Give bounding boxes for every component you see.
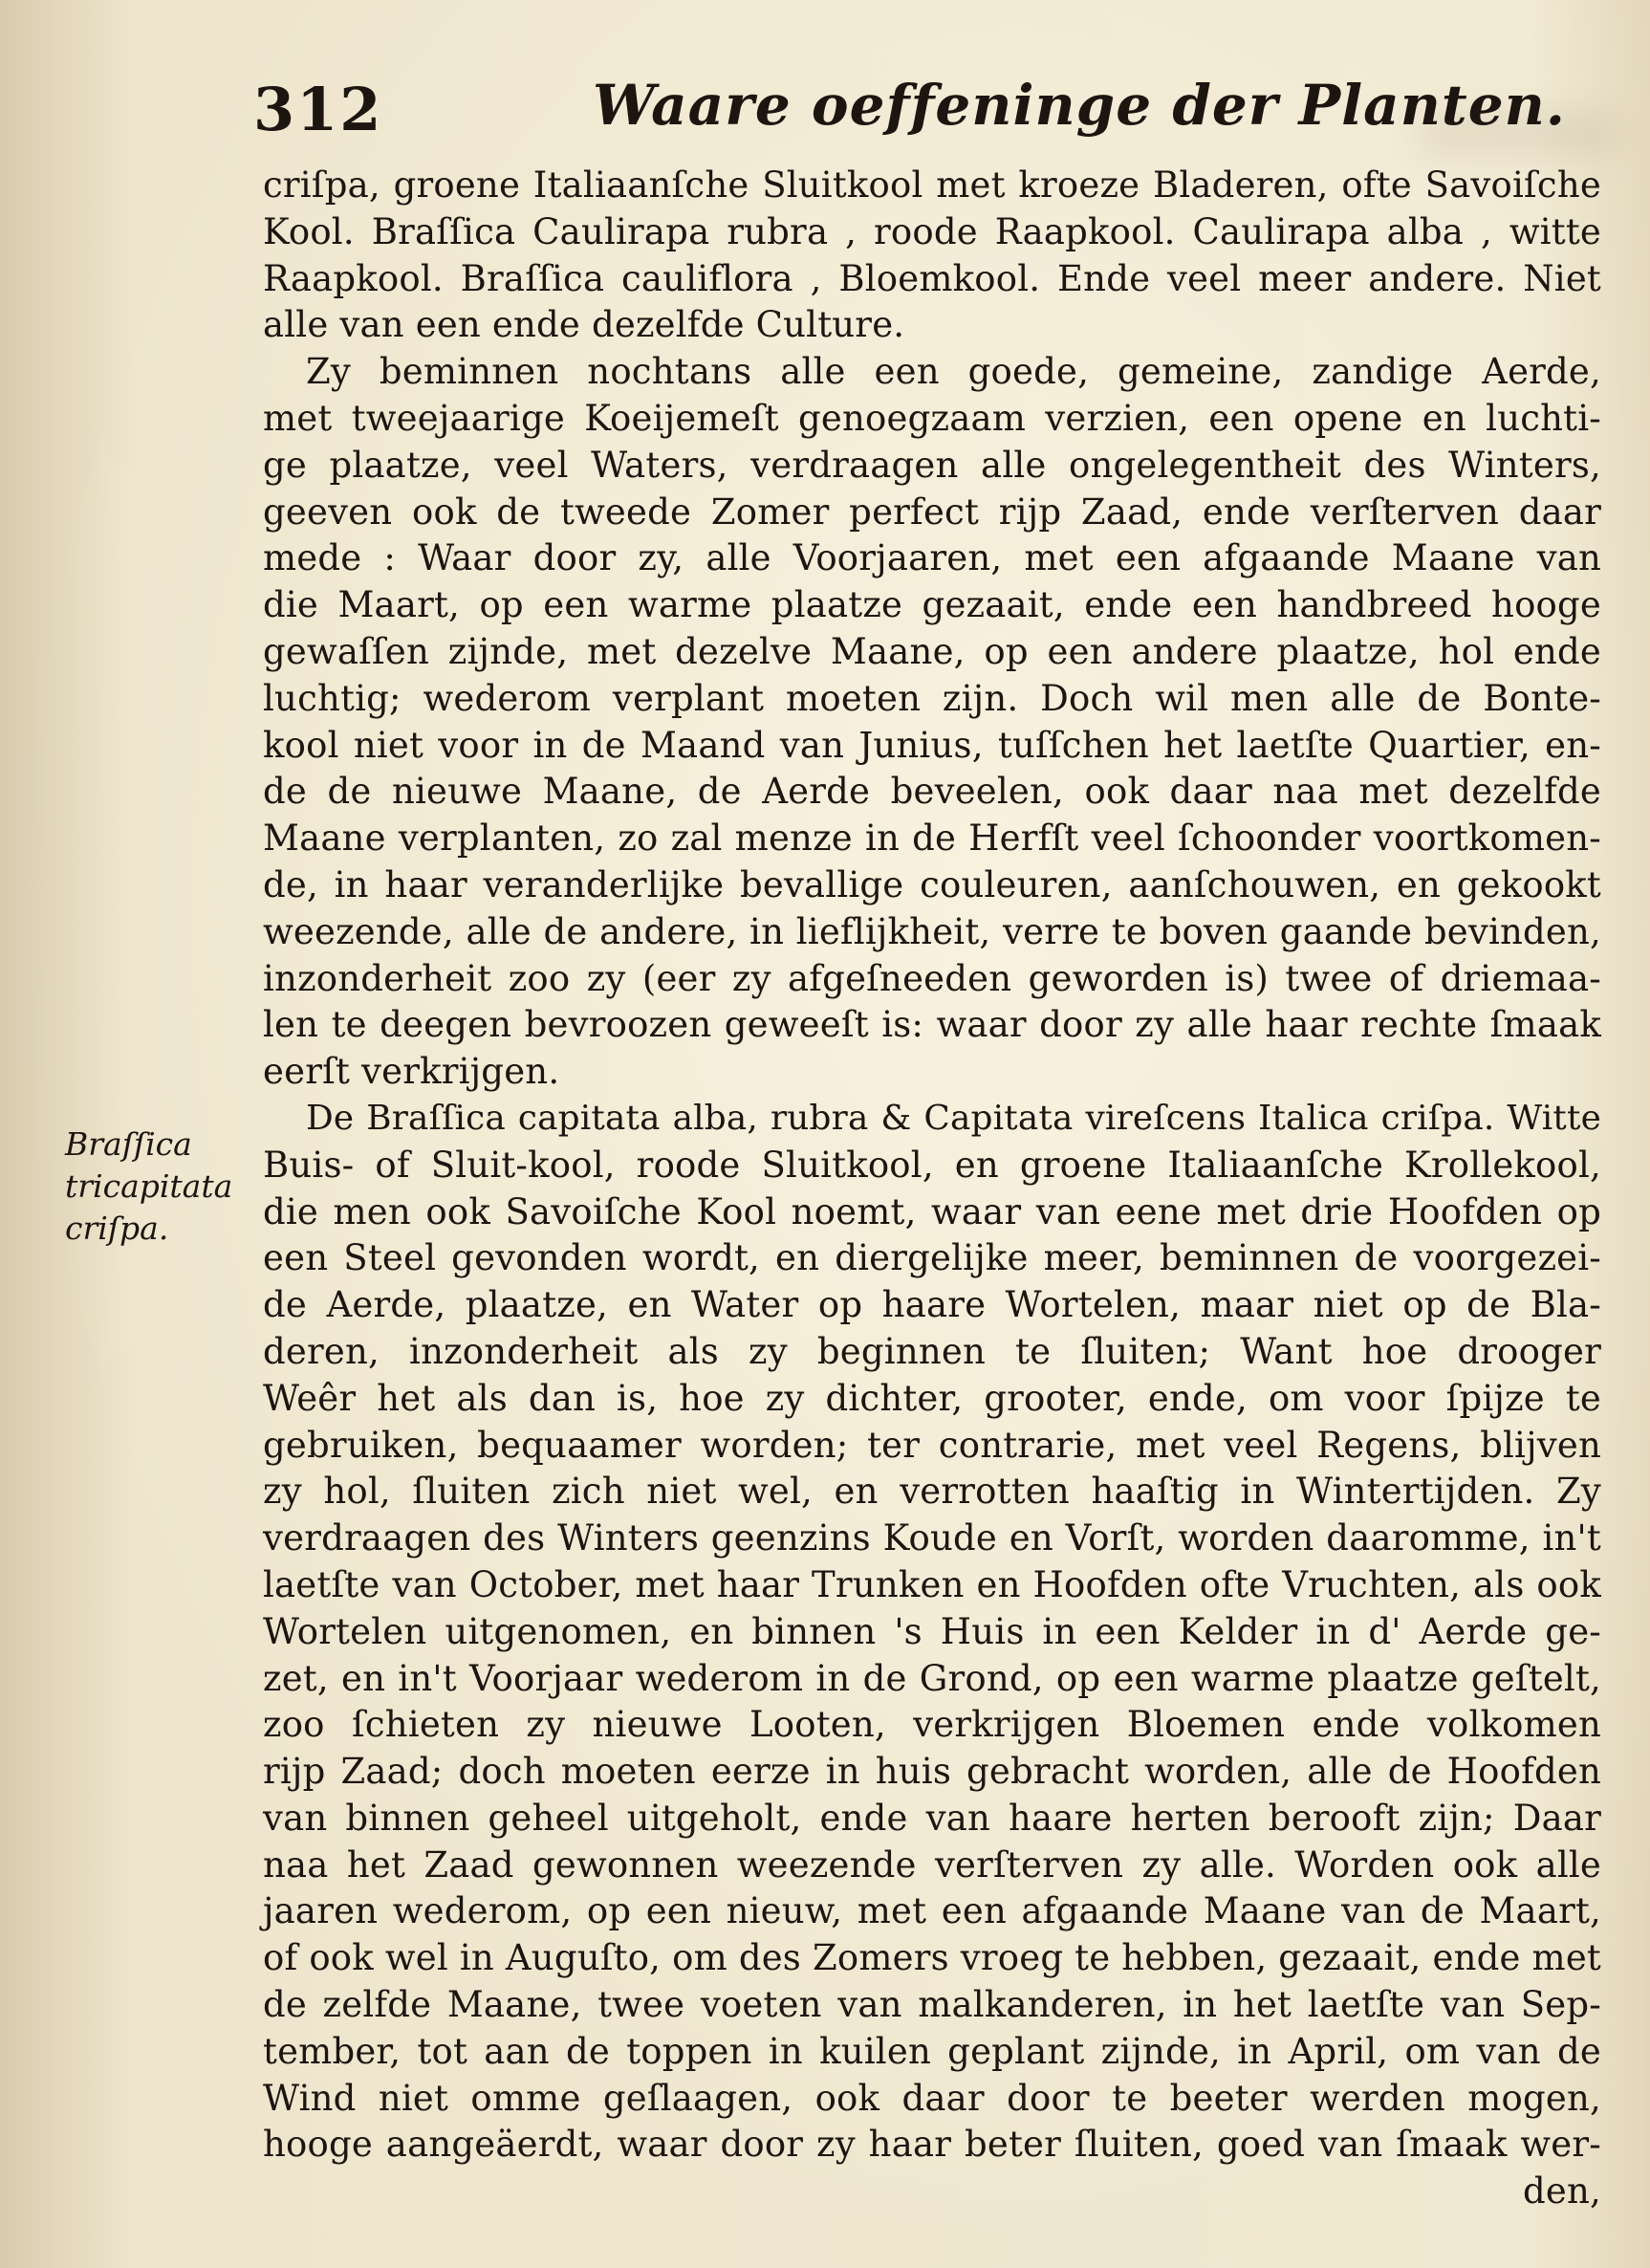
text-line: luchtig; wederom verplant moeten zijn. Doch wil men alle de Bonte- — [263, 677, 1601, 719]
paragraph-start: De Braſſica capitata alba, rubra & Capitata vireſcens Italica criſpa. Witte — [306, 1098, 1601, 1138]
text-line: tember, tot aan de toppen in kuilen geplant zijnde, in April, om van de — [263, 2030, 1601, 2072]
text-line: de de nieuwe Maane, de Aerde beveelen, ook daar naa met dezelfde — [263, 771, 1601, 813]
text-line: weezende, alle de andere, in lieflijkheit, verre te boven gaande bevinden, — [263, 910, 1601, 952]
text-line: alle van een ende dezelfde Culture. — [263, 304, 905, 346]
text-line: gebruiken, bequaamer worden; ter contrarie, met veel Regens, blijven — [263, 1424, 1601, 1466]
paragraph-start: Zy beminnen nochtans alle een goede, gemeine, zandige Aerde, — [306, 351, 1601, 393]
text-line: deren, inzonderheit als zy beginnen te ſluiten; Want hoe drooger — [263, 1330, 1601, 1372]
text-line: verdraagen des Winters geenzins Koude en Vorſt, worden daaromme, in't — [263, 1517, 1601, 1559]
text-line: kool niet voor in de Maand van Junius, tuſſchen het laetſte Quartier, en- — [263, 724, 1601, 766]
text-line: Wind niet omme geſlaagen, ook daar door te beeter werden mogen, — [263, 2077, 1601, 2119]
text-line: zet, en in't Voorjaar wederom in de Grond, op een warme plaatze geſtelt, — [263, 1657, 1601, 1699]
body-text — [263, 163, 1601, 2215]
text-line: gewaſſen zijnde, met dezelve Maane, op een andere plaatze, hol ende — [263, 630, 1601, 672]
text-line: die men ook Savoiſche Kool noemt, waar van eene met drie Hoofden op — [263, 1190, 1601, 1232]
text-line: zy hol, ſluiten zich niet wel, en verrotten haaſtig in Wintertijden. Zy — [263, 1471, 1601, 1513]
text-line: naa het Zaad gewonnen weezende verſterven zy alle. Worden ook alle — [263, 1843, 1601, 1886]
text-line: hooge aangeäerdt, waar door zy haar beter ſluiten, goed van ſmaak wer- — [263, 2124, 1601, 2166]
text-line: een Steel gevonden wordt, en diergelijke meer, beminnen de voorgezei- — [263, 1237, 1601, 1279]
text-line: zoo ſchieten zy nieuwe Looten, verkrijgen Bloemen ende volkomen — [263, 1704, 1601, 1746]
text-line: geeven ook de tweede Zomer perfect rijp Zaad, ende verſterven daar — [263, 491, 1601, 533]
text-line: jaaren wederom, op een nieuw, met een afgaande Maane van de Maart, — [263, 1890, 1601, 1932]
text-line: mede : Waar door zy, alle Voorjaaren, met een afgaande Maane van — [263, 537, 1601, 579]
marginal-note-line: Braſſica — [65, 1125, 192, 1163]
running-head: Waare oeffeninge der Planten. — [593, 73, 1566, 138]
text-line: de zelfde Maane, twee voeten van malkanderen, in het laetſte van Sep- — [263, 1984, 1601, 2026]
text-line: criſpa, groene Italiaanſche Sluitkool met kroeze Bladeren, ofte Savoiſche — [263, 164, 1601, 206]
text-line: den, — [1523, 2170, 1601, 2213]
text-line: die Maart, op een warme plaatze gezaait, ende een handbreed hooge — [263, 584, 1601, 626]
page-header — [253, 67, 1592, 153]
marginal-note-line: tricapitata — [65, 1167, 233, 1205]
page-number: 312 — [253, 75, 383, 144]
text-line: Wortelen uitgenomen, en binnen 's Huis in een Kelder in d' Aerde ge- — [263, 1610, 1601, 1652]
text-line: inzonderheit zoo zy (eer zy afgeſneeden geworden is) twee of driemaa- — [263, 957, 1601, 999]
text-line: Weêr het als dan is, hoe zy dichter, grooter, ende, om voor ſpijze te — [263, 1377, 1601, 1419]
text-line: Maane verplanten, zo zal menze in de Herfſt veel ſchoonder voortkomen- — [263, 818, 1601, 860]
marginal-note — [65, 1123, 256, 1250]
text-line: Raapkool. Braſſica cauliflora , Bloemkool. Ende veel meer andere. Niet — [263, 257, 1601, 299]
text-line: de, in haar veranderlijke bevallige couleuren, aanſchouwen, en gekookt — [263, 863, 1601, 905]
text-line: len te deegen bevroozen geweeſt is: waar door zy alle haar rechte ſmaak — [263, 1004, 1601, 1046]
text-line: rijp Zaad; doch moeten eerze in huis gebracht worden, alle de Hoofden — [263, 1751, 1601, 1793]
text-line: ge plaatze, veel Waters, verdraagen alle ongelegentheit des Winters, — [263, 444, 1601, 486]
text-line: of ook wel in Auguſto, om des Zomers vroeg te hebben, gezaait, ende met — [263, 1937, 1601, 1979]
text-line: eerſt verkrijgen. — [263, 1051, 560, 1093]
text-line: Buis- of Sluit-kool, roode Sluitkool, en groene Italiaanſche Krollekool, — [263, 1144, 1601, 1186]
text-line: laetſte van October, met haar Trunken en Hoofden ofte Vruchten, als ook — [263, 1563, 1601, 1605]
marginal-note-line: criſpa. — [65, 1210, 169, 1247]
text-line: Kool. Braſſica Caulirapa rubra , roode Raapkool. Caulirapa alba , witte — [263, 210, 1601, 252]
text-line: van binnen geheel uitgeholt, ende van haare herten berooft zijn; Daar — [263, 1797, 1601, 1839]
text-line: met tweejaarige Koeijemeſt genoegzaam verzien, een opene en luchti- — [263, 397, 1601, 439]
text-line: de Aerde, plaatze, en Water op haare Wortelen, maar niet op de Bla- — [263, 1284, 1601, 1326]
